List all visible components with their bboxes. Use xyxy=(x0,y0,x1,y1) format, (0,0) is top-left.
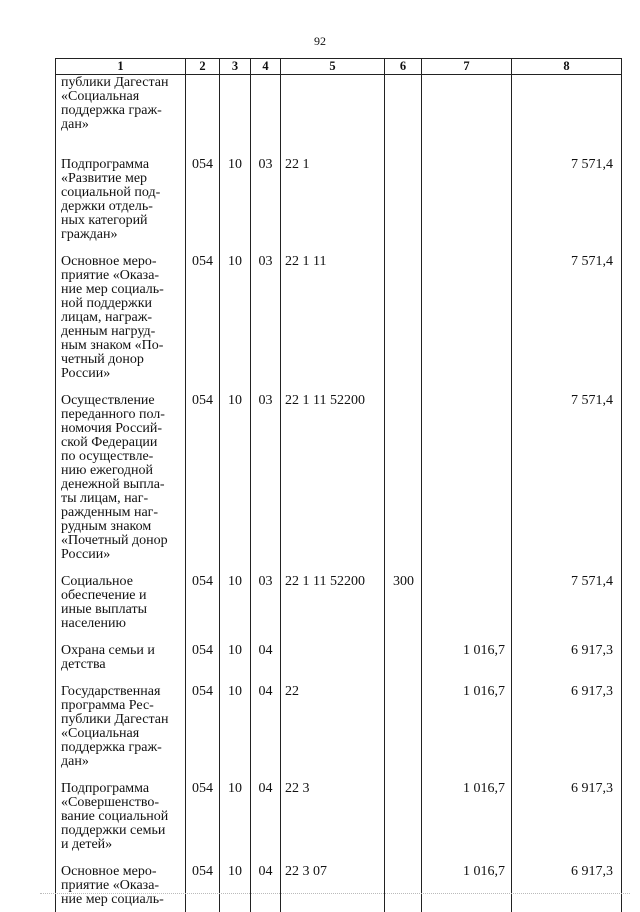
table-body xyxy=(56,75,622,912)
cell-c6 xyxy=(385,672,422,769)
row-name-line: переданного пол- xyxy=(61,406,165,422)
cell-c5: 22 3 xyxy=(281,769,385,852)
cell-c7: 1 016,7 xyxy=(422,769,512,852)
row-name-line: «Социальная xyxy=(61,89,140,104)
table-row xyxy=(56,852,622,912)
cell-c3: 10 xyxy=(220,242,251,381)
cell-c3: 10 xyxy=(220,145,251,242)
cell-c5 xyxy=(281,631,385,672)
row-name-line: дан» xyxy=(61,117,89,132)
row-name-line: Основное меро- xyxy=(61,253,157,269)
col-header-7: 7 xyxy=(422,59,512,75)
cell-c7 xyxy=(422,381,512,562)
cell-c8: 6 917,3 xyxy=(512,769,622,852)
row-name-line: Подпрограмма xyxy=(61,156,150,172)
table-row xyxy=(56,75,622,145)
cell-c4: 03 xyxy=(251,242,281,381)
table-row xyxy=(56,631,622,672)
cell-c6 xyxy=(385,145,422,242)
row-name-line: ние мер социаль- xyxy=(61,891,164,907)
cell-c7 xyxy=(422,562,512,631)
row-name-line: вание социальной xyxy=(61,808,169,824)
table-row xyxy=(56,769,622,852)
row-name-line: номочия Россий- xyxy=(61,420,163,436)
row-name-cell xyxy=(56,852,186,912)
row-name-cell xyxy=(56,75,186,145)
cell-c3 xyxy=(220,75,251,145)
cell-c6 xyxy=(385,769,422,852)
row-name-line: приятие «Оказа- xyxy=(61,267,160,283)
cell-c2: 054 xyxy=(186,769,220,852)
col-header-4: 4 xyxy=(251,59,281,75)
table-row xyxy=(56,145,622,242)
cell-c3: 10 xyxy=(220,769,251,852)
row-name-line: Подпрограмма xyxy=(61,780,150,796)
cell-c7 xyxy=(422,145,512,242)
cell-c2: 054 xyxy=(186,381,220,562)
cell-c2 xyxy=(186,75,220,145)
row-name-line: иные выплаты xyxy=(61,601,147,617)
row-name-line: Осуществление xyxy=(61,392,155,408)
col-header-8: 8 xyxy=(512,59,622,75)
cell-c4: 04 xyxy=(251,769,281,852)
row-name-line: ных категорий xyxy=(61,212,148,228)
page-bottom-rule xyxy=(40,893,630,894)
cell-c5: 22 1 xyxy=(281,145,385,242)
table-row xyxy=(56,381,622,562)
cell-c8: 7 571,4 xyxy=(512,381,622,562)
row-name-line: поддержка граж- xyxy=(61,739,162,755)
row-name-cell xyxy=(56,381,186,562)
row-name-line: приятие «Оказа- xyxy=(61,877,160,893)
cell-c7: 1 016,7 xyxy=(422,672,512,769)
cell-c4: 03 xyxy=(251,381,281,562)
cell-c4: 04 xyxy=(251,852,281,912)
cell-c2: 054 xyxy=(186,242,220,381)
row-name-line: дан» xyxy=(61,753,89,769)
row-name-line: программа Рес- xyxy=(61,697,154,713)
row-name-line: обеспечение и xyxy=(61,587,147,603)
row-name-line: денежной выпла- xyxy=(61,476,165,492)
row-name-line: России» xyxy=(61,365,111,381)
row-name-line: ной поддержки xyxy=(61,295,152,311)
cell-c6 xyxy=(385,75,422,145)
cell-c4 xyxy=(251,75,281,145)
row-name-line: нию ежегодной xyxy=(61,462,153,478)
cell-c4: 04 xyxy=(251,631,281,672)
cell-c8: 6 917,3 xyxy=(512,672,622,769)
row-name-line: граждан» xyxy=(61,226,118,242)
row-name-line: «Развитие мер xyxy=(61,170,148,186)
cell-c4: 03 xyxy=(251,562,281,631)
row-name-cell xyxy=(56,631,186,672)
row-name-line: населению xyxy=(61,615,126,631)
cell-c3: 10 xyxy=(220,381,251,562)
row-name-line: ным знаком «По- xyxy=(61,337,164,353)
cell-c7: 1 016,7 xyxy=(422,631,512,672)
cell-c6 xyxy=(385,242,422,381)
col-header-5: 5 xyxy=(281,59,385,75)
cell-c6 xyxy=(385,852,422,912)
cell-c4: 04 xyxy=(251,672,281,769)
row-name-line: лицам, награж- xyxy=(61,309,153,325)
cell-c3: 10 xyxy=(220,562,251,631)
cell-c2: 054 xyxy=(186,562,220,631)
row-name-cell xyxy=(56,562,186,631)
cell-c2: 054 xyxy=(186,672,220,769)
row-name-line: поддержки семьи xyxy=(61,822,166,838)
cell-c8 xyxy=(512,75,622,145)
cell-c4: 03 xyxy=(251,145,281,242)
row-name-line: ражденным наг- xyxy=(61,504,159,520)
header-row xyxy=(56,59,622,75)
row-name-line: публики Дагестан xyxy=(61,75,169,90)
row-name-line: денным нагруд- xyxy=(61,323,156,339)
table-row xyxy=(56,672,622,769)
row-name-cell xyxy=(56,769,186,852)
row-name-line: по осуществле- xyxy=(61,448,154,464)
cell-c6: 300 xyxy=(385,562,422,631)
row-name-line: и детей» xyxy=(61,836,113,852)
row-name-line: Охрана семьи и xyxy=(61,642,155,658)
row-name-line: России» xyxy=(61,546,111,562)
cell-c8: 7 571,4 xyxy=(512,242,622,381)
row-name-line: «Социальная xyxy=(61,725,140,741)
budget-table xyxy=(55,58,622,912)
row-name-line: поддержка граж- xyxy=(61,103,162,118)
row-name-line: держки отдель- xyxy=(61,198,153,214)
row-name-line: Социальное xyxy=(61,573,133,589)
cell-c8: 7 571,4 xyxy=(512,562,622,631)
row-name-cell xyxy=(56,242,186,381)
row-name-line: ской Федерации xyxy=(61,434,158,450)
cell-c5: 22 1 11 52200 xyxy=(281,381,385,562)
cell-c8: 6 917,3 xyxy=(512,631,622,672)
row-name-cell xyxy=(56,145,186,242)
page-number: 92 xyxy=(314,34,326,48)
col-header-2: 2 xyxy=(186,59,220,75)
table-row xyxy=(56,242,622,381)
cell-c6 xyxy=(385,631,422,672)
col-header-1: 1 xyxy=(56,59,186,75)
cell-c3: 10 xyxy=(220,631,251,672)
col-header-3: 3 xyxy=(220,59,251,75)
cell-c2: 054 xyxy=(186,631,220,672)
row-name-line: ние мер социаль- xyxy=(61,281,164,297)
col-header-6: 6 xyxy=(385,59,422,75)
row-name-line: «Совершенство- xyxy=(61,794,160,810)
cell-c8: 7 571,4 xyxy=(512,145,622,242)
row-name-line: публики Дагестан xyxy=(61,711,169,727)
cell-c7 xyxy=(422,75,512,145)
row-name-line: Основное меро- xyxy=(61,863,157,879)
cell-c2: 054 xyxy=(186,145,220,242)
cell-c5: 22 1 11 52200 xyxy=(281,562,385,631)
row-name-line: социальной под- xyxy=(61,184,161,200)
row-name-line: «Почетный донор xyxy=(61,532,168,548)
cell-c5: 22 xyxy=(281,672,385,769)
cell-c5: 22 1 11 xyxy=(281,242,385,381)
row-name-line: ты лицам, наг- xyxy=(61,490,149,506)
table-row xyxy=(56,562,622,631)
cell-c2: 054 xyxy=(186,852,220,912)
cell-c6 xyxy=(385,381,422,562)
row-name-line: детства xyxy=(61,656,106,672)
cell-c3: 10 xyxy=(220,672,251,769)
cell-c3: 10 xyxy=(220,852,251,912)
cell-c8: 6 917,3 xyxy=(512,852,622,912)
cell-c7: 1 016,7 xyxy=(422,852,512,912)
cell-c5 xyxy=(281,75,385,145)
row-name-line: четный донор xyxy=(61,351,144,367)
cell-c7 xyxy=(422,242,512,381)
row-name-line: рудным знаком xyxy=(61,518,152,534)
cell-c5: 22 3 07 xyxy=(281,852,385,912)
row-name-line: Государственная xyxy=(61,683,161,699)
row-name-cell xyxy=(56,672,186,769)
